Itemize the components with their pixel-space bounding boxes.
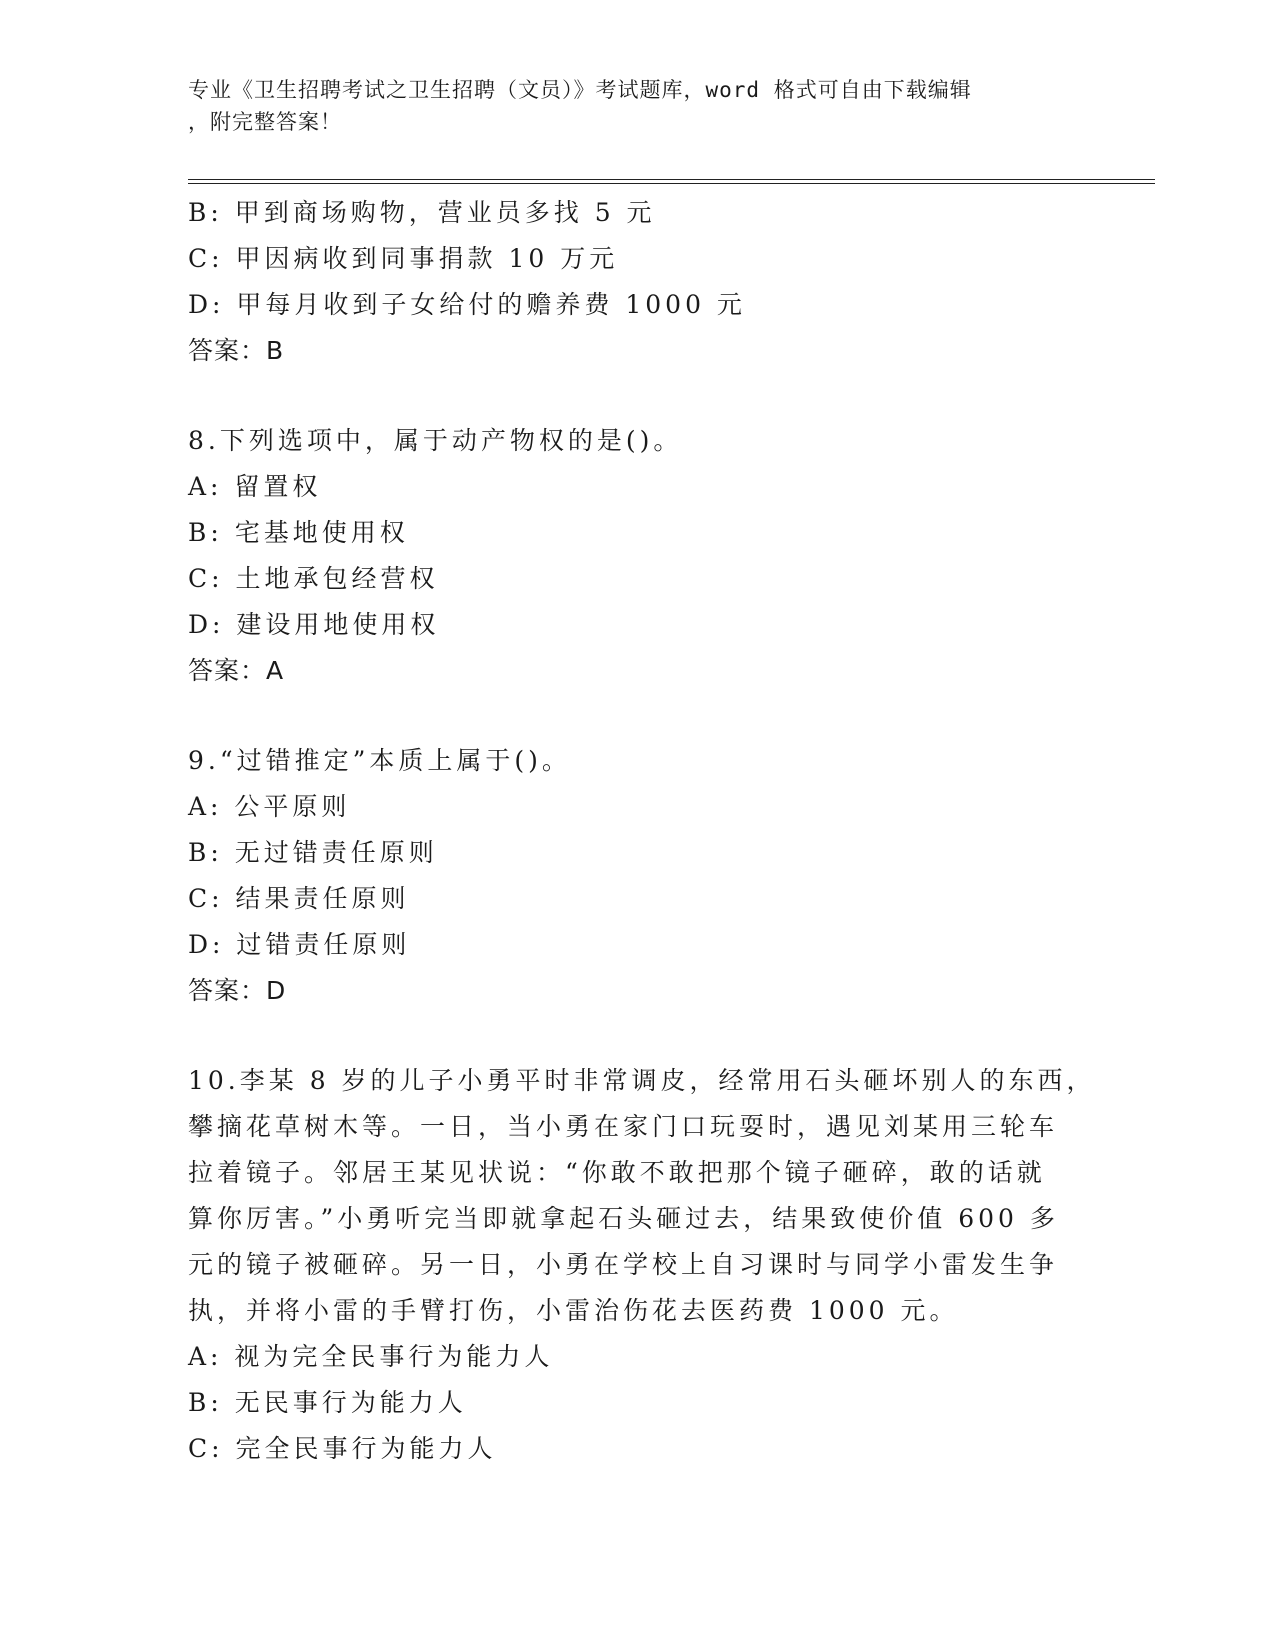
option-c: C: 土地承包经营权 xyxy=(188,564,439,593)
option-d: D: 过错责任原则 xyxy=(188,930,411,959)
spacer xyxy=(188,1014,1068,1058)
header-line-1: 专业《卫生招聘考试之卫生招聘（文员）》考试题库，word 格式可自由下载编辑 xyxy=(188,78,972,102)
question-text: 8.下列选项中，属于动产物权的是()。 xyxy=(188,426,683,455)
question-10 xyxy=(188,1058,1096,1472)
spacer xyxy=(188,374,1068,418)
option-b: B: 甲到商场购物，营业员多找 5 元 xyxy=(188,198,656,227)
option-a: A: 视为完全民事行为能力人 xyxy=(188,1342,554,1371)
option-d: D: 建设用地使用权 xyxy=(188,610,440,639)
question-text: 9.“过错推定”本质上属于()。 xyxy=(188,746,571,775)
spacer xyxy=(188,694,1068,738)
answer-label: 答案：D xyxy=(188,976,287,1005)
option-c: C: 完全民事行为能力人 xyxy=(188,1434,497,1463)
option-c: C: 结果责任原则 xyxy=(188,884,410,913)
header-line-2: ，附完整答案！ xyxy=(188,110,342,134)
question-content xyxy=(188,190,1096,1472)
option-b: B: 宅基地使用权 xyxy=(188,518,409,547)
question-text-line: 攀摘花草树木等。一日，当小勇在家门口玩耍时，遇见刘某用三轮车 xyxy=(188,1112,1059,1141)
header-divider-top xyxy=(188,179,1155,180)
question-7-tail xyxy=(188,190,1068,374)
question-text-line: 算你厉害。”小勇听完当即就拿起石头砸过去，结果致使价值 600 多 xyxy=(188,1204,1059,1233)
option-a: A: 公平原则 xyxy=(188,792,351,821)
answer-label: 答案：B xyxy=(188,336,285,365)
header-divider-bottom xyxy=(188,183,1155,184)
option-d: D: 甲每月收到子女给付的赡养费 1000 元 xyxy=(188,290,746,319)
question-9 xyxy=(188,738,1068,1014)
question-text-line: 10.李某 8 岁的儿子小勇平时非常调皮，经常用石头砸坏别人的东西， xyxy=(188,1066,1096,1095)
option-b: B: 无过错责任原则 xyxy=(188,838,438,867)
option-a: A: 留置权 xyxy=(188,472,322,501)
question-text-line: 拉着镜子。邻居王某见状说：“你敢不敢把那个镜子砸碎，敢的话就 xyxy=(188,1158,1046,1187)
document-header xyxy=(188,74,1068,138)
option-c: C: 甲因病收到同事捐款 10 万元 xyxy=(188,244,619,273)
answer-label: 答案：A xyxy=(188,656,285,685)
question-8 xyxy=(188,418,1068,694)
option-b: B: 无民事行为能力人 xyxy=(188,1388,467,1417)
question-text-line: 元的镜子被砸碎。另一日，小勇在学校上自习课时与同学小雷发生争 xyxy=(188,1250,1059,1279)
question-text-line: 执，并将小雷的手臂打伤，小雷治伤花去医药费 1000 元。 xyxy=(188,1296,959,1325)
